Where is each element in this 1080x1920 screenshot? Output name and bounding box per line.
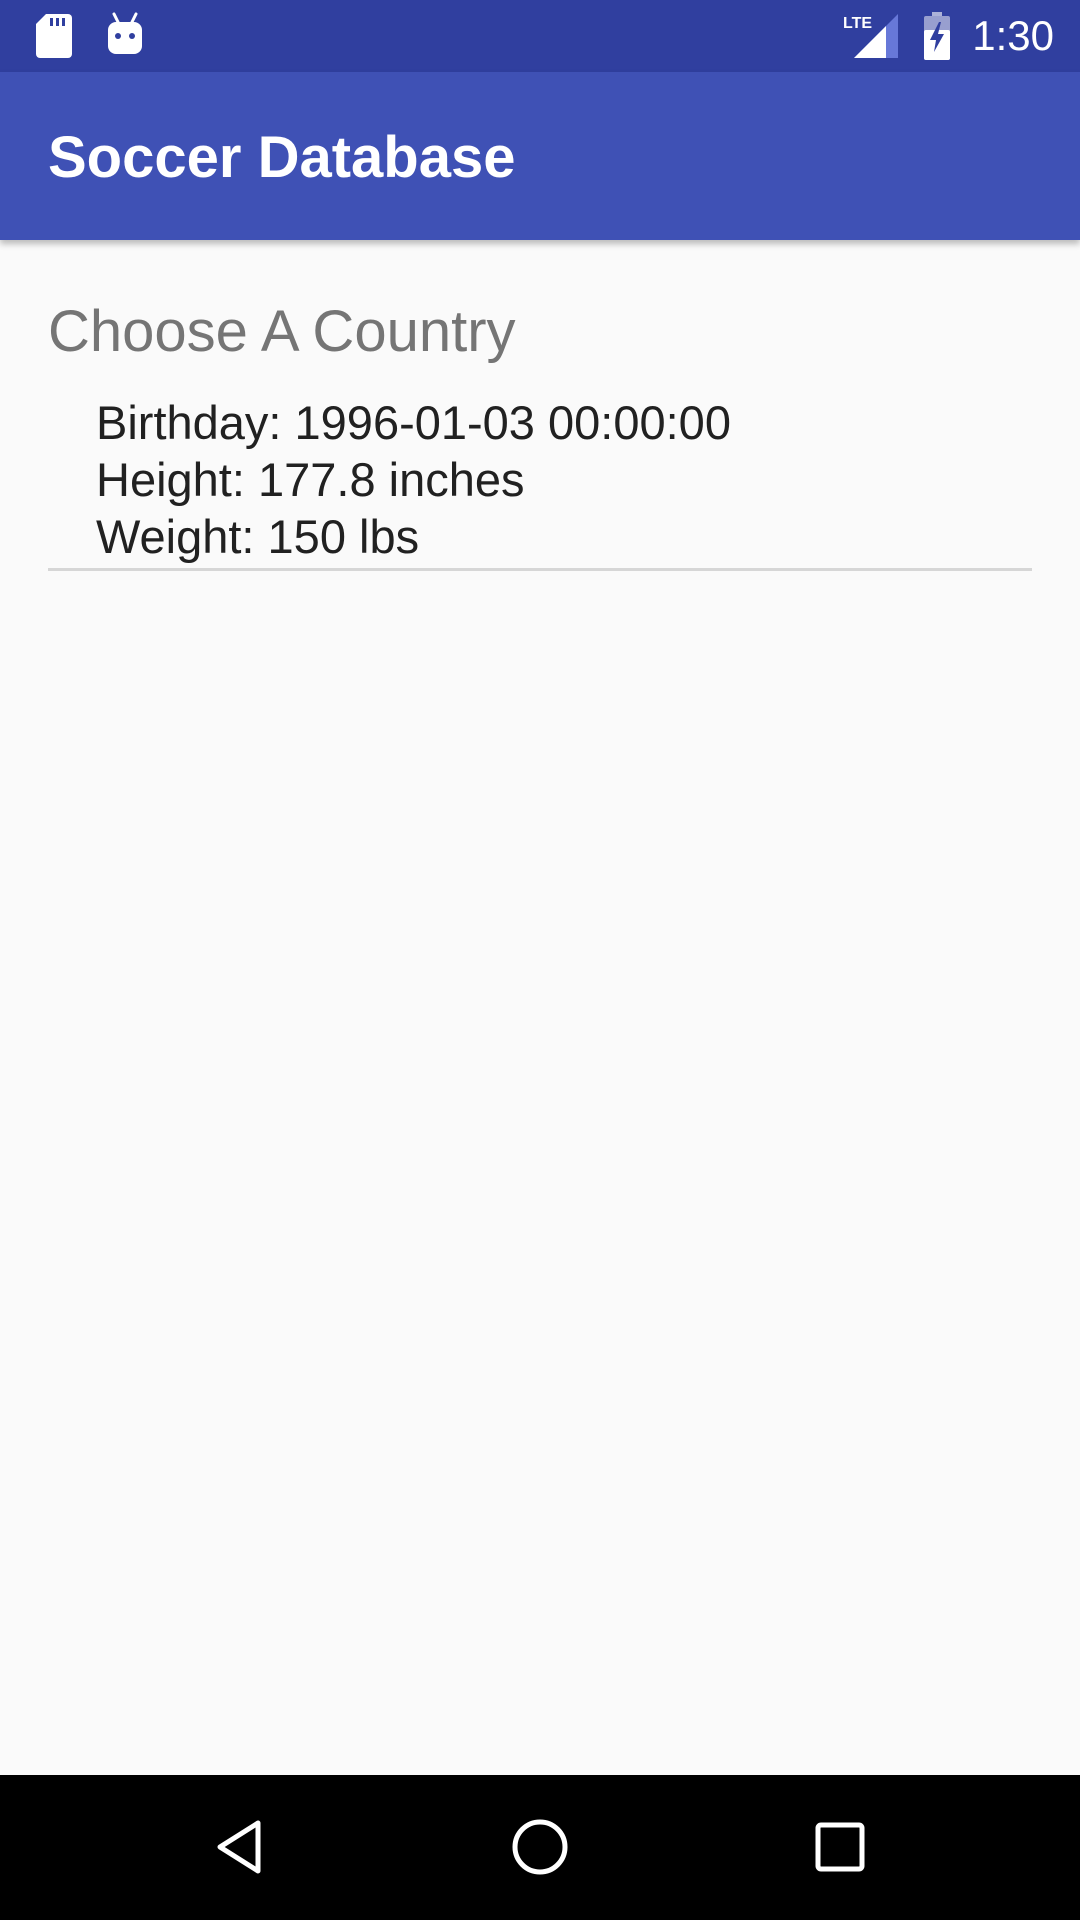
svg-text:LTE: LTE [843,15,873,32]
status-clock: 1:30 [972,12,1054,59]
recents-icon[interactable] [804,1811,876,1883]
lte-signal-icon [842,12,898,58]
player-details [96,394,731,565]
app-bar [0,72,1080,240]
player-weight: Weight: 150 lbs [96,510,420,563]
android-icon [106,12,144,56]
status-bar [0,0,1080,72]
battery-charging-icon [922,12,952,60]
home-icon[interactable] [504,1811,576,1883]
main-content [0,240,1080,1775]
app-title: Soccer Database [48,125,516,190]
player-height: Height: 177.8 inches [96,453,525,506]
back-icon[interactable] [204,1811,276,1883]
player-birthday: Birthday: 1996-01-03 00:00:00 [96,396,731,449]
list-divider [48,568,1032,571]
navigation-bar [0,1775,1080,1920]
sd-card-icon [36,14,72,58]
country-spinner[interactable]: Choose A Country [48,299,516,364]
